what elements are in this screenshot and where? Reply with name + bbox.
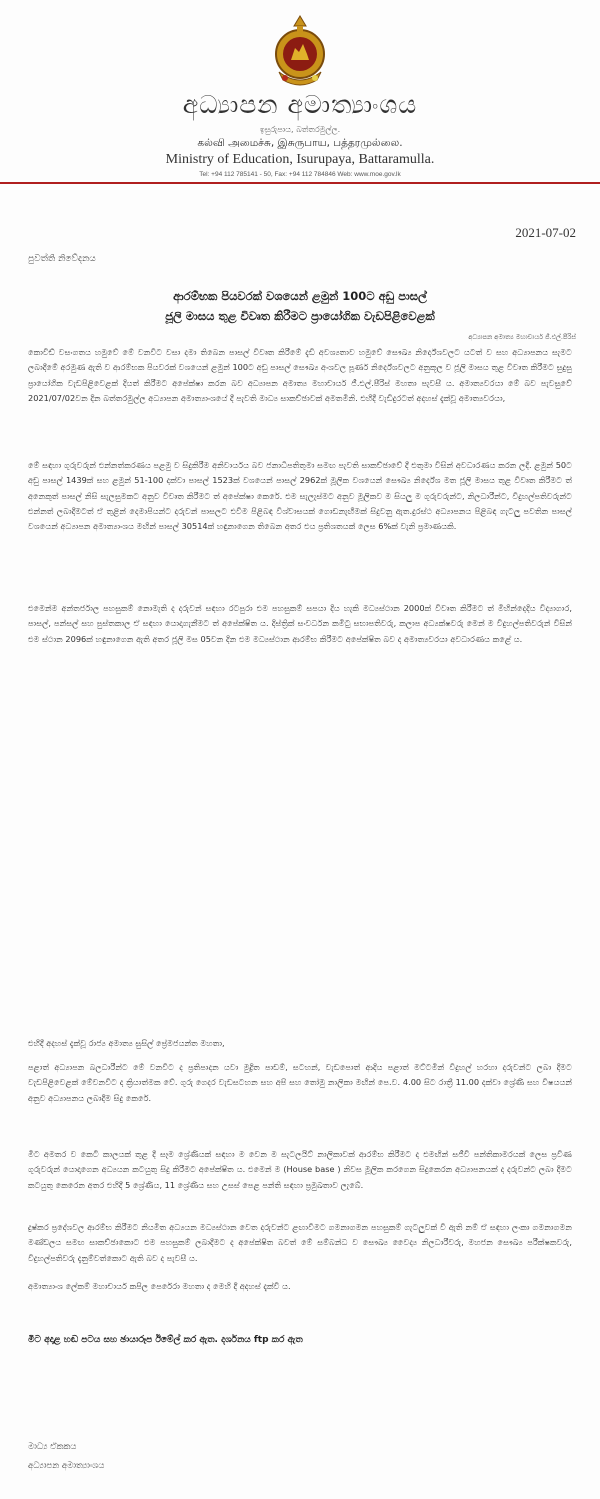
signature-unit: මාධ්‍ය ඒකකය [28, 1442, 77, 1452]
contact-details: Tel: +94 112 785141 - 50, Fax: +94 112 784846 Web: www.moe.gov.lk [199, 171, 401, 178]
document-type: පුවත්ති නිවේදනය [28, 254, 96, 264]
byline: අධ්‍යාපන අමාත්‍ය මහාචාර්ය ජී.එල්.පීරිස් [468, 333, 576, 341]
ministry-name-tamil: கல்வி அமைச்சு, இசுருபாய, பத்தரமுல்லை. [197, 137, 403, 149]
paragraph-2: මේ සඳහා ගුරුවරුන් එන්නත්කරණය පළමු ව සිදුකිරීම අනිවාර්යය බව ජනාධිපතිතුමා සමඟ පැවති සාකච්ඡාවේ දී එතුමා විසින් අවධාරණය කරන ලදී. ළමුන් 50ට අඩු පාසල් 1439ක් සහ ළමුන් 51-100 දක්වා පාසල් 1523ක් වශයෙන් පාසල් 2962ක් මූලික වශයෙන් සෞඛ්‍ය නිර්දේශ මත ජූලි මාසය තුළ විවෘත කිරීමට ත් අනෙකුත් පාසල් නිසි සැලසුමකට අනුව විවෘත කිරීමට ත් අපේක්ෂා කෙරේ. එම සැලැස්මට අනුව මූලිකව ම සියලු ම ගුරුවරුන්ට, නිලධාරීන්ට, විදුහල්පතිවරුන්ට එන්නත් ලබාදීමටත් ඒ තුළින් දෙමාපියන්ට දරුවන් පාසලට එවීම පිළිබඳ විශ්වාසයක් ගොඩනැඟීමක් සිදුවනු ඇත.දුරස්ථ අධ්‍යාපනය පිළිබඳ ගැටලු පවතින පාසල් වශයෙන් අධ්‍යාපන අමාත්‍යාංශය මඟින් පාසල් 30514ක් හඳුනාගෙන තිබෙන අතර එය ප්‍රතිශතයක් ලෙස 6%ක් වැනි ප්‍රමාණයකි. [28, 460, 572, 532]
closing-note: මීට අදාළ හඬ පටය සහ ඡායාරූප ඊමේල් කර ඇත. දර්ශනය ftp කර ඇත [28, 1335, 303, 1345]
letterhead-divider [0, 182, 600, 184]
paragraph-8: අමාත්‍යාංශ ලේකම් මහාචාර්ය කපිල පෙරේරා මහතා ද මෙහි දී අදහස් දැක්වී ය. [28, 1281, 291, 1291]
paragraph-3: එමෙන්ම අන්තර්ජාල පහසුකම් නොමැති ද දරුවන් සඳහා රටපුරා එම පහසුකම් සපයා දිය හැකි මධ්‍යස්ථාන 2000ක් විවෘත කිරීමට ත් මිහින්දෙදිය විද්‍යාගාර, පාසල්, පන්සල් සහ පුස්තකාල ඒ සඳහා යොදාගැනීමට ත් අපේක්ෂිත ය. දිස්ත්‍රික් සංවර්ධන කමිටු සභාපතිවරු, කලාප අධ්‍යක්ෂවරු මෙන් ම විදුහල්පතිවරුන් විසින් එම ස්ථාන 2096ක් හඳුනාගෙන ඇති අතර ජූලි මස 05වන දින එම මධ්‍යස්ථාන ආරම්භ කිරීමට අපේක්ෂිත බව ද අමාත්‍යවරයා අවධාරණය කළේ ය. [28, 603, 572, 644]
ministry-address-sinhala: ඉසුරුපාය, බත්තරමුල්ල. [259, 125, 341, 134]
ministry-name-english: Ministry of Education, Isurupaya, Battaramulla. [165, 152, 435, 167]
paragraph-5: පළාත් අධ්‍යාපන බලධාරීන්ට මේ වනවිට ද ප්‍රතිපාදන යවා මුද්‍රිත පාඩම්, සටහන්, වැඩපොත් ආදිය පළාත් මට්ටමින් විදුහල් හරහා දරුවන්ට ලබා දීමට වැඩපිළිවෙළක් මේවනවිට ද ක්‍රියාත්මක වේ. ගුරු ගෙදර වැඩසටහන සහ අපි සහ තෝමු නාලිකා මඟින් පෙ.ව. 4.00 සිට රාත්‍රී 11.00 දක්වා ශ්‍රේණි සහ විෂයයන් අනුව අධ්‍යාපනය ලබාදීම සිදු කෙරේ. [28, 1062, 572, 1103]
paragraph-7: දුෂ්කර ප්‍රදේශවල ආරම්භ කිරීමට නියමිත අධ්‍යයන මධ්‍යස්ථාන වෙත දරුවන්ට ළඟාවීමට ගමනාගමන පහසුකම් ගැටලුවක් වී ඇති නම් ඒ සඳහා ලංකා ගමනාගමන මණ්ඩලය සමඟ සාකච්ඡාකොට එම පහසුකම් ලබාදීමට ද අපේක්ෂිත බවත් මේ සම්බන්ධ ව සෞඛ්‍ය වෛද්‍ය නිලධාරීවරු, මහජන සෞඛ්‍ය පරීක්ෂකවරු, විදුහල්පතිවරු දැනුම්වත්කොට ඇති බව ද පැවසී ය. [28, 1222, 572, 1263]
paragraph-4: එහිදී අදහස් දැක්වූ රාජ්‍ය අමාත්‍ය සුසිල් ප්‍රේමජයන්ත මහතා, [28, 1038, 225, 1048]
title-line-2: ජූලි මාසය තුළ විවෘත කිරීමට ප්‍රායෝගික වැඩපිළිවෙළක් [165, 309, 435, 323]
press-release-title [40, 286, 560, 326]
paragraph-6: මීට අමතර ව කෙටි කාලයක් තුළ දී සෑම ශ්‍රේණියක් සඳහා ම වෙන ම සැටලයිට් නාලිකාවක් ආරම්භ කිරීමට ද එමඟින් සජීවී පන්තිකාමරයක් ලෙස ප්‍රවීණ ගුරුවරුන් යොදාගෙන අධ්‍යයන කටයුතු සිදු කිරීමට අපේක්ෂිත ය. එමෙන් ම (House base ) නිවස මූලික කරගෙන සිදුකෙරන අධ්‍යාපනයක් ද දරුවන්ට ලබා දීමට කටයුතු කෙරෙන අතර එහිදී 5 ශ්‍රේණිය, 11 ශ්‍රේණිය සහ උසස් පෙළ පන්ති සඳහා ප්‍රමුඛතාව ලැබේ. [28, 1149, 572, 1190]
title-line-1: ආරම්භක පියවරක් වශයෙන් ළමුන් 100ට අඩු පාසල් [173, 289, 427, 303]
paragraph-1: කොවිඩ් වසංගතය හමුවේ මේ වනවිට වසා දමා තිබෙන පාසල් විවෘත කිරීමේ දැඩි අවශ්‍යතාව හමුවේ සෞඛ්‍ය නිර්දේශවලට යටත් ව සහ අධ්‍යාපනය සැමට ලබාදීමේ අරමුණ ඇති ව ආරම්භක පියවරක් වශයෙන් ළමුන් 100ට අඩු පාසල් සෞඛ්‍ය අංශවල පූර්ණ නිර්දේශවලට අනුකූල ව ජූලි මාසය තුළ විවෘත කිරීමට සුදුසු ප්‍රායෝගික වැඩපිළිවෙළක් දියත් කිරීමට අපේක්ෂා කරන බව අධ්‍යාපන අමාත්‍ය මහාචාර්ය ජී.එල්.පීරිස් මහතා පැවසී ය. අමාත්‍යවරයා මේ බව පැවසුවේ 2021/07/02වන දින බත්තරමුල්ල අධ්‍යාපන අමාත්‍යාංශයේ දී පැවති මාධ්‍ය සාකච්ඡාවක් අමතමිනි. එහිදී වැඩිදුරටත් අදහස් දැක්වූ අමාත්‍යවරයා, [28, 347, 572, 403]
signature-ministry: අධ්‍යාපන අමාත්‍යාංශය [28, 1461, 105, 1471]
ministry-name-sinhala: අධ්‍යාපන අමාත්‍යාංශය [182, 90, 418, 119]
sri-lanka-emblem-icon [271, 14, 329, 90]
document-date: 2021-07-02 [515, 225, 576, 240]
